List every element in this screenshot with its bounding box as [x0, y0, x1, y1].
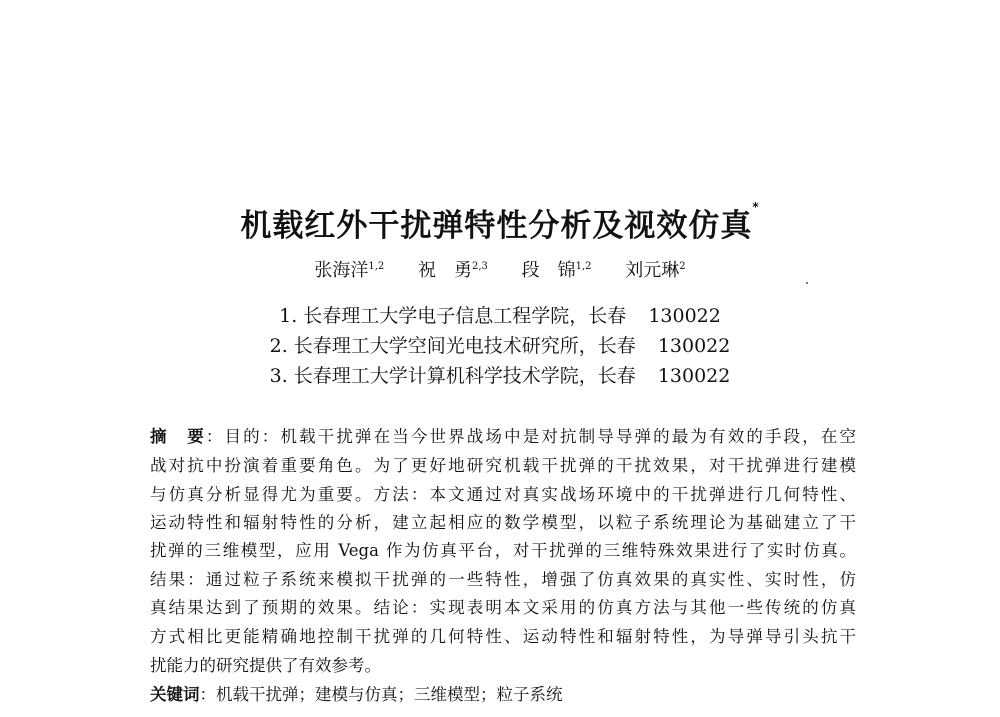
abstract-line: 扰能力的研究提供了有效参考。 [150, 656, 381, 675]
author [418, 260, 488, 281]
keywords-text: ：机载干扰弹；建模与仿真；三维模型；粒子系统 [199, 685, 563, 704]
postal-code: 130022 [657, 365, 731, 387]
affiliation [0, 361, 1000, 388]
abstract-text: ：目的：机载干扰弹在当今世界战场中是对抗制导导弹的最为有效的手段，在空 [205, 427, 857, 446]
author-name: 张海洋 [314, 260, 369, 281]
postal-code: 130022 [657, 335, 731, 357]
abstract-label: 摘 要 [150, 427, 206, 446]
abstract-line: 运动特性和辐射特性的分析，建立起相应的数学模型，以粒子系统理论为基础建立了干 [150, 513, 856, 532]
keywords-line [150, 681, 856, 705]
affiliation-text: 3. 长春理工大学计算机科学技术学院，长春 [269, 365, 636, 387]
author [522, 260, 592, 281]
author-name: 段 锦 [521, 260, 576, 281]
affiliation-text: 2. 长春理工大学空间光电技术研究所，长春 [269, 335, 636, 357]
abstract-line: 与仿真分析显得尤为重要。方法：本文通过对真实战场环境中的干扰弹进行几何特性、 [150, 485, 856, 504]
title-text: 机载红外干扰弹特性分析及视效仿真 [240, 208, 753, 244]
abstract-line: 结果：通过粒子系统来模拟干扰弹的一些特性，增强了仿真效果的真实性、实时性，仿 [150, 570, 856, 589]
scan-speck [806, 282, 808, 284]
abstract-line: 战对抗中扮演着重要角色。为了更好地研究机载干扰弹的干扰效果，对干扰弹进行建模 [150, 456, 856, 475]
abstract-line: 真结果达到了预期的效果。结论：实现表明本文采用的仿真方法与其他一些传统的仿真 [150, 598, 856, 617]
author-list [0, 256, 1000, 282]
author-affiliation-mark: 2 [679, 261, 686, 272]
abstract-line: 方式相比更能精确地控制干扰弹的几何特性、运动特性和辐射特性，为导弹导引头抗干 [150, 627, 856, 646]
author [314, 260, 384, 281]
abstract-line: 扰弹的三维模型，应用 Vega 作为仿真平台，对干扰弹的三维特殊效果进行了实时仿真。 [150, 541, 856, 560]
author-affiliation-mark: 1,2 [575, 261, 592, 272]
paper-title [0, 200, 1000, 245]
keywords-label: 关键词 [150, 685, 200, 704]
affiliation [0, 331, 1000, 358]
affiliation [0, 301, 1000, 328]
affiliation-text: 1. 长春理工大学电子信息工程学院，长春 [279, 305, 627, 327]
title-footnote-mark: * [752, 200, 760, 214]
author-affiliation-mark: 1,2 [368, 261, 385, 272]
author-affiliation-mark: 2,3 [471, 261, 488, 272]
author [625, 260, 685, 281]
abstract-line [150, 423, 856, 447]
postal-code: 130022 [648, 305, 721, 327]
author-name: 祝 勇 [417, 260, 472, 281]
author-name: 刘元琳 [625, 260, 680, 281]
